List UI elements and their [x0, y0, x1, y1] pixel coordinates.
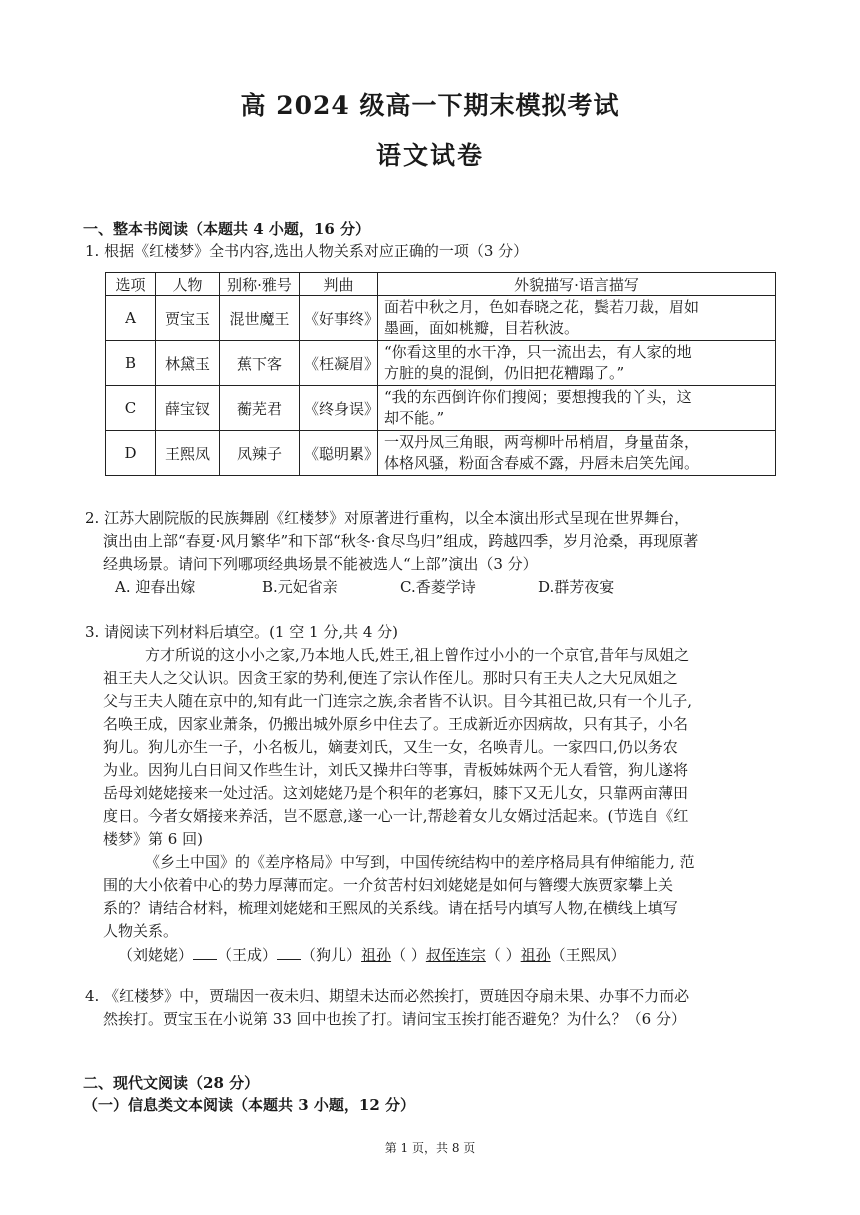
person-cell: 林黛玉: [156, 341, 220, 386]
chain-person-2: （王成）: [217, 946, 278, 964]
answer-paren-1[interactable]: （ ）: [391, 946, 426, 964]
q3-para2-line: 《乡土中国》的《差序格局》中写到，中国传统结构中的差序格局具有伸缩能力, 范: [145, 853, 695, 871]
q3-passage-line: 名唤王成，因家业萧条，仍搬出城外原乡中住去了。王成新近亦因病故，只有其子，小名: [103, 715, 689, 733]
section2-subheading: （一）信息类文本阅读（本题共 3 小题，12 分）: [83, 1096, 415, 1114]
desc-line: “你看这里的水干净，只一流出去，有人家的地: [384, 343, 692, 361]
col-header: 别称·雅号: [220, 273, 300, 296]
q1-table: [105, 272, 776, 476]
person-cell: 贾宝玉: [156, 296, 220, 341]
q1-table-header: [106, 273, 776, 296]
song-cell: 《终身误》: [300, 386, 378, 431]
chain-relation-2: 叔侄连宗: [425, 946, 486, 964]
alias-cell: 凤辣子: [220, 431, 300, 476]
desc-cell: [378, 386, 776, 431]
q2-option-c: C.香菱学诗: [400, 578, 476, 596]
q2-option-d: D.群芳夜宴: [538, 578, 615, 596]
option-cell: D: [106, 431, 156, 476]
table-row: [106, 386, 776, 431]
page-footer: 第 1 页，共 8 页: [384, 1141, 476, 1155]
q3-passage-line: 楼梦》第 6 回): [103, 830, 203, 848]
song-cell: 《聪明累》: [300, 431, 378, 476]
q3-para2-line: 系的？请结合材料，梳理刘姥姥和王熙凤的关系线。请在括号内填写人物,在横线上填写: [103, 899, 678, 917]
col-header: 人物: [156, 273, 220, 296]
table-row: [106, 431, 776, 476]
q3-passage-line: 狗儿。狗儿亦生一子，小名板儿，嫡妻刘氏，又生一女，名唤青儿。一家四口,仍以务农: [103, 738, 678, 756]
q2-line: 经典场景。请问下列哪项经典场景不能被选人“上部”演出（3 分）: [103, 555, 538, 573]
desc-line: 方脏的臭的混倒，仍旧把花糟蹋了。”: [384, 364, 625, 382]
relation-chain: [118, 944, 626, 966]
section2-heading: 二、现代文阅读（28 分）: [83, 1074, 260, 1092]
q1-stem: 1. 根据《红楼梦》全书内容,选出人物关系对应正确的一项（3 分）: [85, 242, 529, 260]
q3-stem: 3. 请阅读下列材料后填空。(1 空 1 分,共 4 分): [85, 623, 399, 641]
desc-line: 墨画，面如桃瓣，目若秋波。: [384, 319, 580, 337]
desc-line: “我的东西倒许你们搜阅；要想搜我的丫头，这: [384, 388, 692, 406]
exam-title: 高 2024 级高一下期末模拟考试: [240, 91, 620, 120]
chain-person-3: （狗儿）: [301, 946, 362, 964]
q3-passage-line: 岳母刘姥姥接来一处过活。这刘姥姥乃是个积年的老寡妇，膝下又无儿女，只靠两亩薄田: [103, 784, 689, 802]
table-row: [106, 341, 776, 386]
q4-line: 然挨打。贾宝玉在小说第 33 回中也挨了打。请问宝玉挨打能否避免？为什么？（6 分）: [103, 1010, 686, 1028]
desc-cell: [378, 296, 776, 341]
col-header: 外貌描写·语言描写: [378, 273, 776, 296]
song-cell: 《枉凝眉》: [300, 341, 378, 386]
chain-relation-3: 祖孙: [520, 946, 551, 964]
desc-line: 却不能。”: [384, 409, 445, 427]
chain-person-end: （王熙凤）: [550, 946, 626, 964]
option-cell: A: [106, 296, 156, 341]
alias-cell: 蘅芜君: [220, 386, 300, 431]
section1-heading: 一、整本书阅读（本题共 4 小题，16 分）: [83, 220, 370, 238]
q3-passage-line: 方才所说的这小小之家,乃本地人氏,姓王,祖上曾作过小小的一个京官,昔年与凤姐之: [145, 646, 690, 664]
q3-para2-line: 围的大小依着中心的势力厚薄而定。一介贫苦村妇刘姥姥是如何与簪缨大族贾家攀上关: [103, 876, 674, 894]
answer-blank-1[interactable]: [193, 945, 217, 960]
desc-line: 体格风骚，粉面含春威不露，丹唇未启笑先闻。: [384, 454, 700, 472]
alias-cell: 蕉下客: [220, 341, 300, 386]
q3-passage-line: 为业。因狗儿白日间又作些生计，刘氏又操井臼等事，青板姊妹两个无人看管，狗儿遂将: [103, 761, 689, 779]
q2-line: 2. 江苏大剧院版的民族舞剧《红楼梦》对原著进行重构，以全本演出形式呈现在世界舞台，: [85, 509, 690, 527]
person-cell: 王熙凤: [156, 431, 220, 476]
col-header: 选项: [106, 273, 156, 296]
q2-option-a: A. 迎春出嫁: [115, 578, 196, 596]
q3-passage-line: 父与王夫人随在京中的,知有此一门连宗之族,余者皆不认识。目今其祖已故,只有一个儿子,: [103, 692, 693, 710]
desc-line: 一双丹凤三角眼，两弯柳叶吊梢眉，身量苗条，: [384, 433, 700, 451]
q2-line: 演出由上部“春夏·风月繁华”和下部“秋冬·食尽鸟归”组成，跨越四季，岁月沧桑，再现原著: [103, 532, 699, 550]
option-cell: B: [106, 341, 156, 386]
exam-subtitle: 语文试卷: [375, 141, 484, 170]
alias-cell: 混世魔王: [220, 296, 300, 341]
chain-person-1: （刘姥姥）: [118, 946, 194, 964]
option-cell: C: [106, 386, 156, 431]
chain-relation-1: 祖孙: [361, 946, 392, 964]
q2-option-b: B.元妃省亲: [262, 578, 338, 596]
person-cell: 薛宝钗: [156, 386, 220, 431]
desc-cell: [378, 431, 776, 476]
q3-passage-line: 祖王夫人之父认识。因贪王家的势利,便连了宗认作侄儿。那时只有王夫人之大兄凤姐之: [103, 669, 678, 687]
q3-passage-line: 度日。今者女婿接来养活，岂不愿意,遂一心一计,帮趁着女儿女婿过活起来。(节选自《红: [103, 807, 689, 825]
answer-paren-2[interactable]: （ ）: [485, 946, 521, 964]
answer-blank-2[interactable]: [277, 945, 301, 960]
col-header: 判曲: [300, 273, 378, 296]
desc-cell: [378, 341, 776, 386]
table-row: [106, 296, 776, 341]
q3-para2-line: 人物关系。: [103, 922, 179, 940]
desc-line: 面若中秋之月，色如春晓之花，鬓若刀裁，眉如: [384, 298, 700, 316]
song-cell: 《好事终》: [300, 296, 378, 341]
q4-line: 4. 《红楼梦》中，贾瑞因一夜未归、期望未达而必然挨打，贾琏因夺扇未果、办事不力而必: [85, 987, 690, 1005]
